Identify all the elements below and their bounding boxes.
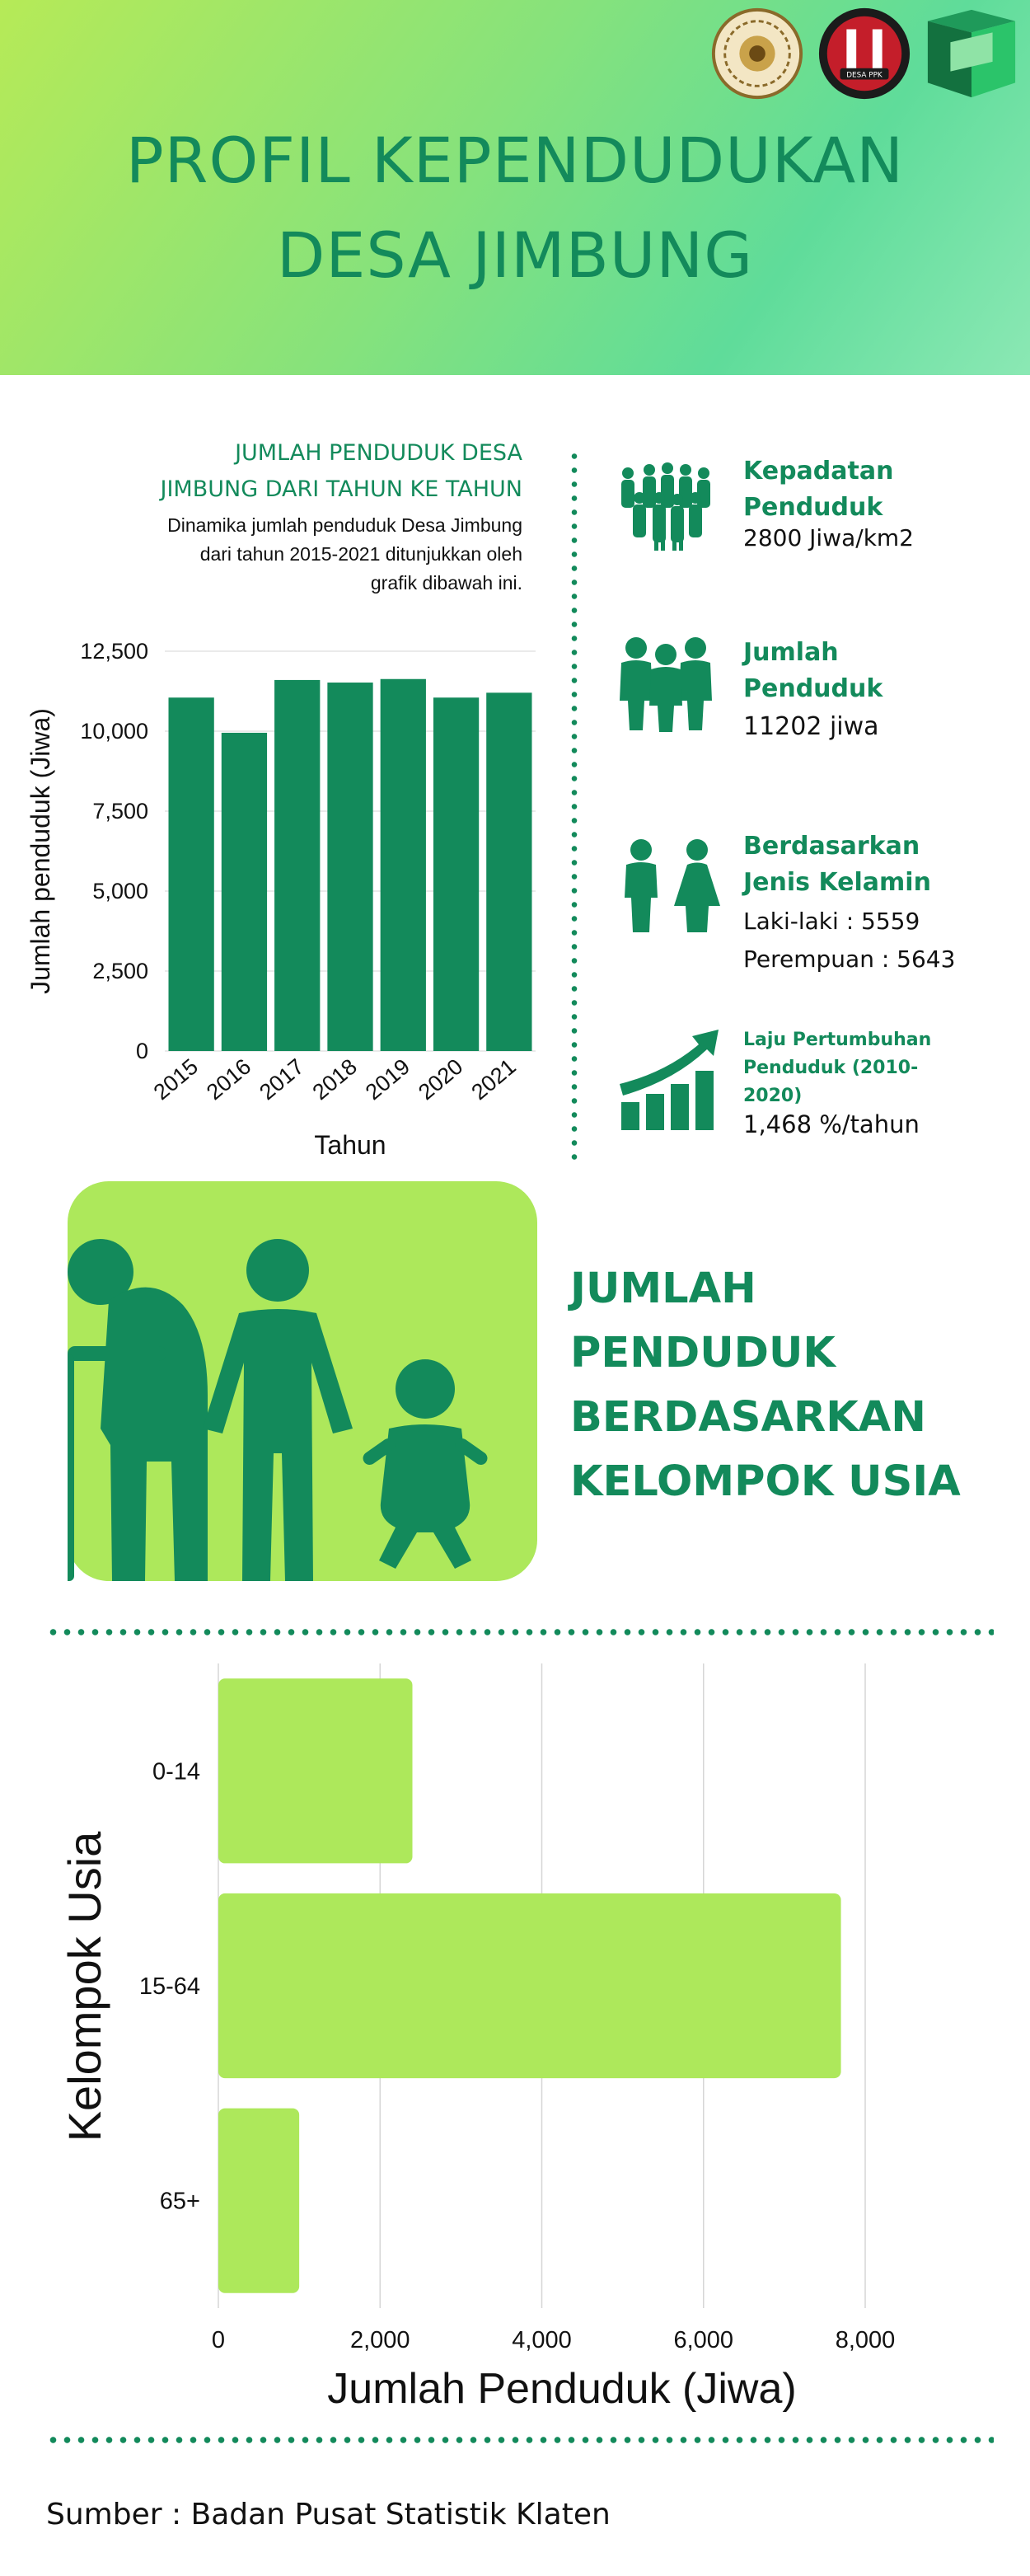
y-tick-label: 2,500 <box>92 959 148 983</box>
population-by-age-chart <box>0 1649 1030 2424</box>
header-banner <box>0 0 1030 375</box>
y-axis-label: Kelompok Usia <box>59 1831 110 2142</box>
age-title-line1: JUMLAH <box>570 1265 756 1313</box>
bar <box>433 697 479 1051</box>
population-desc-line1: Dinamika jumlah penduduk Desa Jimbung <box>167 514 522 536</box>
x-tick-label: 2,000 <box>349 2327 410 2353</box>
x-tick-label: 2019 <box>360 1053 415 1105</box>
age-title-line4: KELOMPOK USIA <box>570 1457 961 1506</box>
population-by-year-chart <box>16 626 544 1171</box>
stat-density-label-line2: Penduduk <box>743 493 883 522</box>
stat-density-label <box>743 453 893 526</box>
bar <box>327 683 372 1051</box>
university-seal-logo <box>709 5 806 102</box>
x-tick-label: 2016 <box>201 1053 256 1105</box>
age-section-title <box>570 1257 999 1514</box>
y-tick-label: 0-14 <box>152 1758 200 1785</box>
bar <box>218 1893 841 2078</box>
stat-gender-male: Laki-laki : 5559 <box>743 908 920 935</box>
horizontal-dotted-divider-bottom <box>46 2436 994 2444</box>
people-group-icon <box>616 635 715 732</box>
population-section-description <box>61 511 522 598</box>
bar <box>218 2109 299 2293</box>
stat-density-value: 2800 Jiwa/km2 <box>743 524 914 551</box>
age-title-line3: BERDASARKAN <box>570 1393 926 1442</box>
stat-gender-label <box>743 828 931 901</box>
x-tick-label: 2017 <box>255 1053 309 1105</box>
male-female-icon <box>616 838 723 934</box>
crowd-icon <box>616 460 715 552</box>
stat-gender-label-line1: Berdasarkan <box>743 832 920 861</box>
stat-growth-value: 1,468 %/tahun <box>743 1110 920 1138</box>
vertical-dotted-divider <box>571 449 578 1166</box>
x-tick-label: 8,000 <box>835 2327 896 2353</box>
stat-gender-label-line2: Jenis Kelamin <box>743 868 931 897</box>
x-tick-label: 2015 <box>148 1053 203 1105</box>
main-title-line1: PROFIL KEPENDUDUKAN <box>125 124 905 197</box>
y-tick-label: 10,000 <box>80 719 148 744</box>
main-title-line2: DESA JIMBUNG <box>276 218 754 292</box>
family-generations-icon <box>68 1181 537 1581</box>
x-axis-label: Jumlah Penduduk (Jiwa) <box>327 2365 797 2413</box>
green-cube-logo <box>923 5 1020 102</box>
bar <box>169 697 214 1051</box>
growth-chart-icon <box>616 1026 723 1133</box>
bar <box>218 1678 413 1863</box>
y-axis-label: Jumlah penduduk (Jiwa) <box>26 708 55 994</box>
population-title-line2: JIMBUNG DARI TAHUN KE TAHUN <box>160 476 522 502</box>
horizontal-dotted-divider-top <box>46 1628 994 1636</box>
y-tick-label: 15-64 <box>138 1973 200 2000</box>
x-tick-label: 2020 <box>414 1053 468 1105</box>
x-tick-label: 2018 <box>307 1053 362 1105</box>
kkn-badge-text: DESA PPK <box>846 71 883 80</box>
stat-total <box>616 635 1028 750</box>
kkn-badge-logo <box>816 5 913 102</box>
y-tick-label: 12,500 <box>80 639 148 664</box>
stat-total-label <box>743 635 883 707</box>
x-axis-label: Tahun <box>314 1130 386 1160</box>
population-desc-line3: grafik dibawah ini. <box>370 572 522 594</box>
x-tick-label: 0 <box>211 2327 226 2353</box>
stat-density-label-line1: Kepadatan <box>743 457 894 486</box>
y-tick-label: 0 <box>135 1039 148 1063</box>
stat-gender <box>616 828 1028 985</box>
logo-group <box>709 0 1020 107</box>
y-tick-label: 65+ <box>159 2188 200 2215</box>
y-tick-label: 5,000 <box>92 879 148 903</box>
age-title-line2: PENDUDUK <box>570 1329 836 1377</box>
stat-growth-label-line1: Laju Pertumbuhan <box>743 1030 932 1050</box>
bar <box>274 680 320 1051</box>
stat-density <box>616 453 1028 561</box>
source-note: Sumber : Badan Pusat Statistik Klaten <box>46 2498 611 2531</box>
population-title-line1: JUMLAH PENDUDUK DESA <box>235 440 522 466</box>
stat-growth <box>616 1026 1028 1150</box>
population-desc-line2: dari tahun 2015-2021 ditunjukkan oleh <box>199 543 522 565</box>
stat-total-value: 11202 jiwa <box>743 712 879 741</box>
stat-growth-label-line3: 2020) <box>743 1086 803 1106</box>
bar <box>486 692 531 1051</box>
stat-growth-label-line2: Penduduk (2010- <box>743 1058 919 1078</box>
stat-gender-female: Perempuan : 5643 <box>743 945 956 973</box>
x-tick-label: 2021 <box>466 1053 521 1105</box>
x-tick-label: 6,000 <box>673 2327 734 2353</box>
bar <box>381 679 426 1051</box>
bar <box>222 733 267 1051</box>
stat-total-label-line2: Penduduk <box>743 674 883 703</box>
x-tick-label: 4,000 <box>512 2327 572 2353</box>
stat-growth-label <box>743 1026 931 1110</box>
y-tick-label: 7,500 <box>92 799 148 823</box>
stat-total-label-line1: Jumlah <box>743 638 839 667</box>
population-section-title <box>61 435 522 508</box>
